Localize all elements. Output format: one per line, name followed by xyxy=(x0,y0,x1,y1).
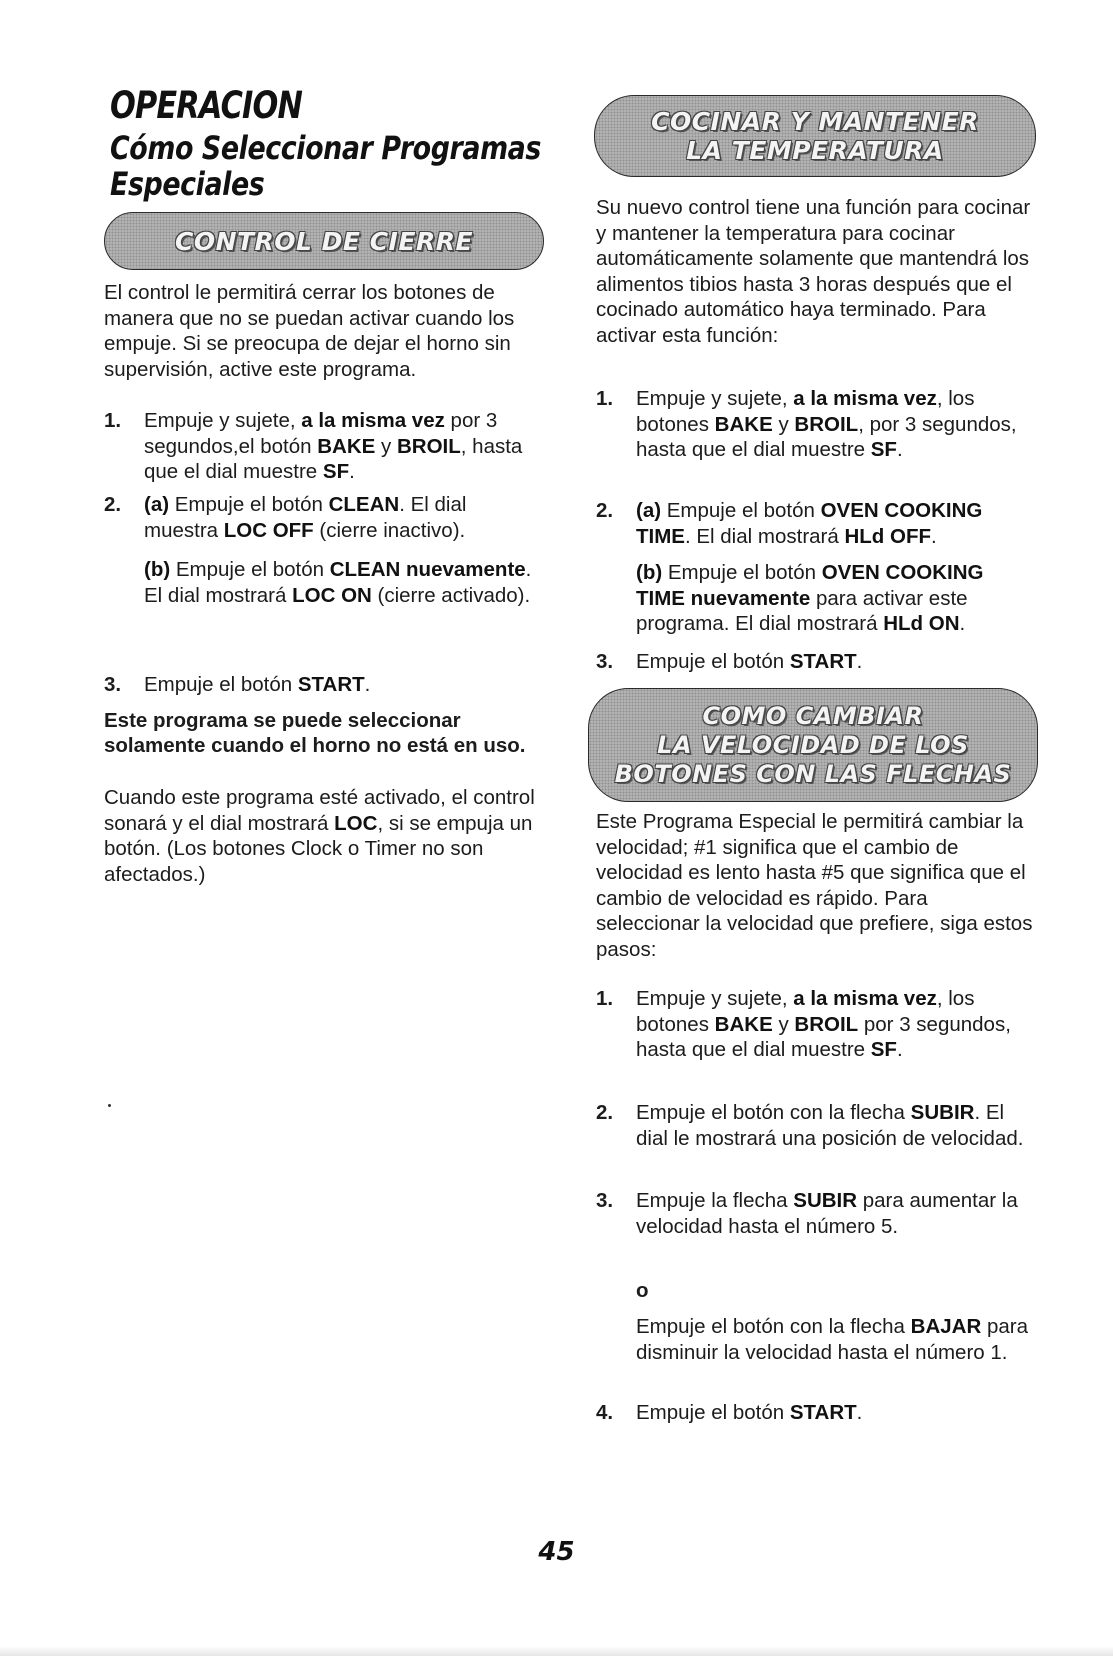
step-text: Empuje la flecha SUBIR para aumentar la velocidad hasta el número 5. xyxy=(636,1189,1018,1238)
banner-text-line-3: BOTONES CON LAS FLECHAS xyxy=(614,759,1012,788)
speed-step-2 xyxy=(596,1100,1036,1180)
step-text: Empuje el botón START. xyxy=(636,650,863,673)
left-closing-paragraph: Cuando este programa esté activado, el control sonará y el dial mostrará LOC, si se empuja un botón. (Los botones Clock o Timer no son afectados.) xyxy=(104,786,535,886)
step-number: 3. xyxy=(104,673,122,696)
step-number: 2. xyxy=(596,1101,614,1124)
step-text: (b) Empuje el botón CLEAN nuevamente. El dial mostrará LOC ON (cierre activado). xyxy=(144,558,532,607)
left-step-1 xyxy=(104,408,540,488)
section-banner-cambiar-velocidad xyxy=(588,688,1038,802)
page-title: OPERACION xyxy=(110,84,303,127)
step-text: (a) Empuje el botón CLEAN. El dial muestra LOC OFF (cierre inactivo). xyxy=(144,493,467,542)
right-intro-paragraph-2: Este Programa Especial le permitirá cambiar la velocidad; #1 significa que el cambio de velocidad es lento hasta #5 que significa que el cambio de velocidad es rápido. Para seleccionar la velocidad que prefiere, siga estos pasos: xyxy=(596,810,1033,961)
step-text: Empuje y sujete, a la misma vez, los botones BAKE y BROIL, por 3 segundos, hasta que el dial muestre SF. xyxy=(636,387,1017,461)
right-intro-paragraph: Su nuevo control tiene una función para cocinar y mantener la temperatura para cocinar automáticamente solamente que mantendrá los alimentos tibios hasta 3 horas después que el cocinado automático haya terminado. Para activar esta función: xyxy=(596,196,1031,347)
left-intro-paragraph: El control le permitirá cerrar los botones de manera que no se puedan activar cuando los empuje. Si se preocupa de dejar el horno sin supervisión, active este programa. xyxy=(104,281,515,381)
step-number: 1. xyxy=(596,987,614,1010)
banner-text: CONTROL DE CIERRE xyxy=(174,226,474,256)
step-number: 2. xyxy=(104,493,122,516)
step-number: 1. xyxy=(104,409,122,432)
step-text: Empuje el botón START. xyxy=(144,673,371,696)
left-note-bold: Este programa se puede seleccionar solamente cuando el horno no está en uso. xyxy=(104,709,526,757)
page-subtitle xyxy=(110,130,547,202)
left-step-2b xyxy=(104,557,540,637)
step-number: 3. xyxy=(596,1189,614,1212)
banner-text-line-1: COCINAR Y MANTENER xyxy=(651,107,979,136)
right-step-3 xyxy=(596,649,1036,677)
speed-step-4 xyxy=(596,1400,1036,1428)
step-number: 4. xyxy=(596,1401,614,1424)
or-separator: o xyxy=(636,1279,649,1302)
step-text: Empuje el botón con la flecha SUBIR. El dial le mostrará una posición de velocidad. xyxy=(636,1101,1024,1150)
stray-dot xyxy=(108,1104,111,1107)
step-number: 3. xyxy=(596,650,614,673)
speed-step-3 xyxy=(596,1188,1036,1268)
banner-text-line-1: COMO CAMBIAR xyxy=(702,701,924,730)
speed-step-1 xyxy=(596,986,1036,1096)
banner-text-line-2: LA TEMPERATURA xyxy=(686,136,944,165)
section-banner-control-de-cierre xyxy=(104,212,544,270)
step-text: Empuje y sujete, a la misma vez por 3 segundos,el botón BAKE y BROIL, hasta que el dial muestre SF. xyxy=(144,409,523,483)
step-number: 2. xyxy=(596,499,614,522)
step-text: Empuje el botón START. xyxy=(636,1401,863,1424)
right-step-1 xyxy=(596,386,1036,496)
right-step-2a xyxy=(596,498,1036,553)
subtitle-line-1: Cómo Seleccionar Programas xyxy=(110,129,541,167)
left-step-2a xyxy=(104,492,540,547)
step-text: (a) Empuje el botón OVEN COOKING TIME. El dial mostrará HLd OFF. xyxy=(636,499,983,548)
step-text: (b) Empuje el botón OVEN COOKING TIME nuevamente para activar este programa. El dial mostrará HLd ON. xyxy=(636,561,984,635)
speed-step-3b xyxy=(596,1314,1036,1394)
page-bottom-edge xyxy=(0,1646,1113,1656)
step-text: Empuje el botón con la flecha BAJAR para disminuir la velocidad hasta el número 1. xyxy=(636,1315,1029,1364)
banner-text-line-2: LA VELOCIDAD DE LOS xyxy=(657,730,969,759)
step-number: 1. xyxy=(596,387,614,410)
right-step-2b xyxy=(596,560,1036,640)
page-number: 45 xyxy=(538,1537,575,1567)
subtitle-line-2: Especiales xyxy=(110,165,265,203)
section-banner-cocinar-y-mantener xyxy=(594,95,1036,177)
speed-step-or xyxy=(596,1278,1036,1306)
left-step-3 xyxy=(104,672,540,700)
step-text: Empuje y sujete, a la misma vez, los botones BAKE y BROIL por 3 segundos, hasta que el dial muestre SF. xyxy=(636,987,1011,1061)
